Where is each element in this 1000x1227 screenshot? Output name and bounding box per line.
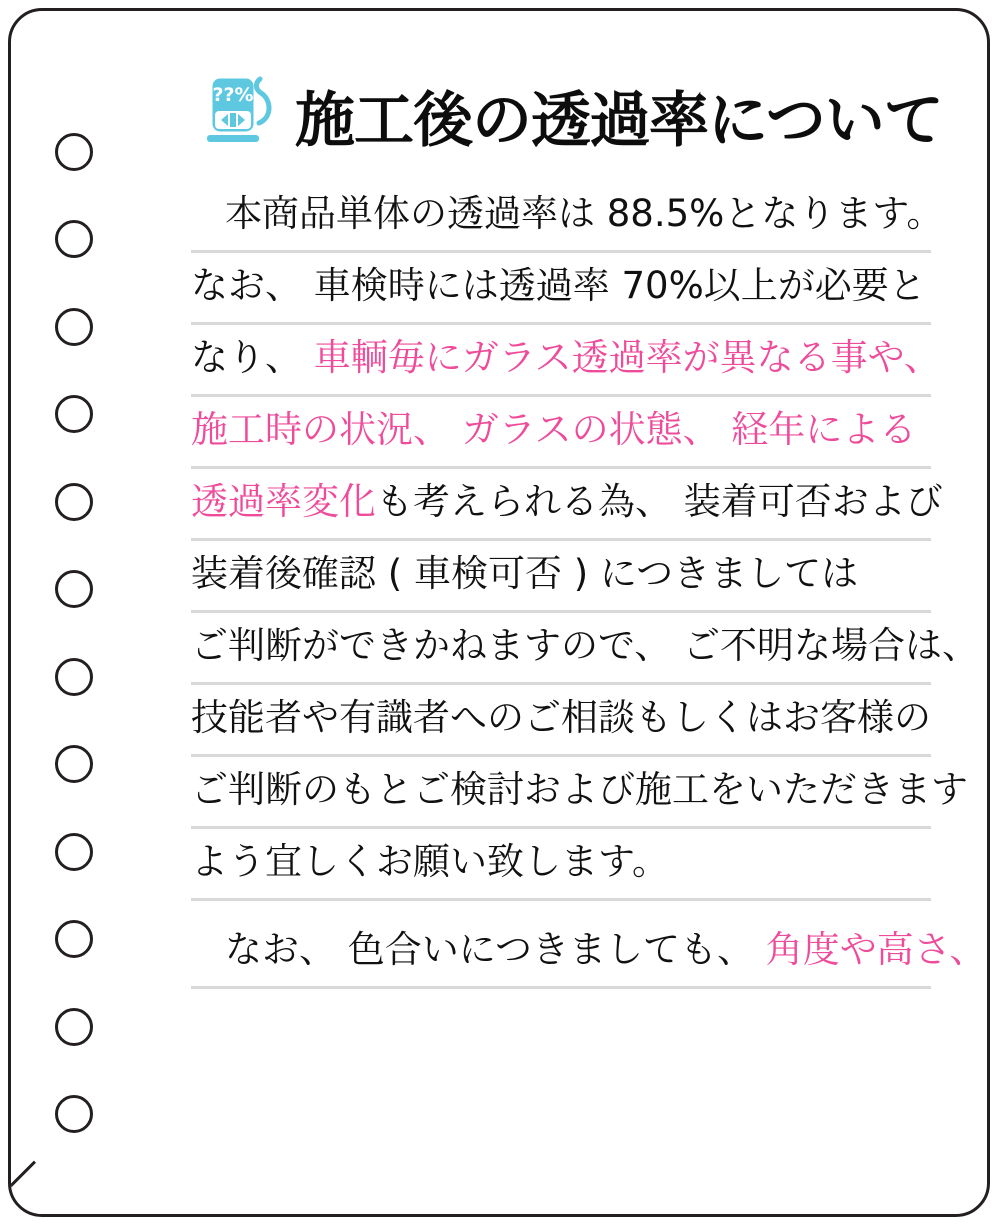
svg-text:??%: ??% xyxy=(212,84,254,106)
text-line xyxy=(191,685,941,757)
highlighted-text: 透過率変化 xyxy=(191,480,376,523)
document-body xyxy=(191,181,987,989)
text-line xyxy=(191,917,987,989)
punch-hole xyxy=(55,220,93,258)
document-header xyxy=(197,73,943,156)
text-line xyxy=(191,397,941,469)
paragraph-gap xyxy=(191,901,941,917)
text-span: よう宜しくお願い致します。 xyxy=(191,840,670,883)
highlighted-text: 角度や高さ、 xyxy=(765,928,987,971)
text-line xyxy=(191,541,941,613)
punch-hole xyxy=(55,658,93,696)
transmittance-meter-icon xyxy=(197,73,285,151)
punch-hole xyxy=(55,570,93,608)
punch-hole xyxy=(55,483,93,521)
punch-hole xyxy=(55,920,93,958)
punch-hole xyxy=(55,833,93,871)
punch-hole xyxy=(55,1095,93,1133)
punch-hole xyxy=(55,133,93,171)
text-line xyxy=(191,613,980,685)
text-span: なお、 車検時には透過率 70%以上が必要と xyxy=(191,264,926,307)
text-line xyxy=(191,757,968,829)
page-title: 施工後の透過率について xyxy=(295,86,943,156)
text-line xyxy=(191,469,941,541)
punch-hole xyxy=(55,745,93,783)
punch-hole xyxy=(55,395,93,433)
text-line xyxy=(191,253,941,325)
note-paper-sheet xyxy=(8,8,990,1217)
highlighted-text: 施工時の状況、 ガラスの状態、 経年による xyxy=(191,408,917,451)
text-span: も考えられる為、 装着可否および xyxy=(376,480,943,523)
punch-hole xyxy=(55,308,93,346)
paper-corner-fold xyxy=(8,1161,85,1217)
punch-hole xyxy=(55,1008,93,1046)
text-span: ご判断ができかねますので、 ご不明な場合は、 xyxy=(191,624,980,667)
text-line xyxy=(191,181,944,253)
text-span: ご判断のもとご検討および施工をいただきます xyxy=(191,768,968,811)
text-span: なお、 色合いにつきましても、 xyxy=(225,928,766,971)
text-line xyxy=(191,325,941,397)
text-span: 技能者や有識者へのご相談もしくはお客様の xyxy=(191,696,931,739)
text-span: 本商品単体の透過率は 88.5%となります。 xyxy=(225,192,944,235)
text-line xyxy=(191,829,941,901)
highlighted-text: 車輌毎にガラス透過率が異なる事や、 xyxy=(313,336,941,379)
punch-hole-column xyxy=(51,133,97,1133)
text-span: なり、 xyxy=(191,336,314,379)
text-span: 装着後確認 ( 車検可否 ) につきましては xyxy=(191,552,859,595)
